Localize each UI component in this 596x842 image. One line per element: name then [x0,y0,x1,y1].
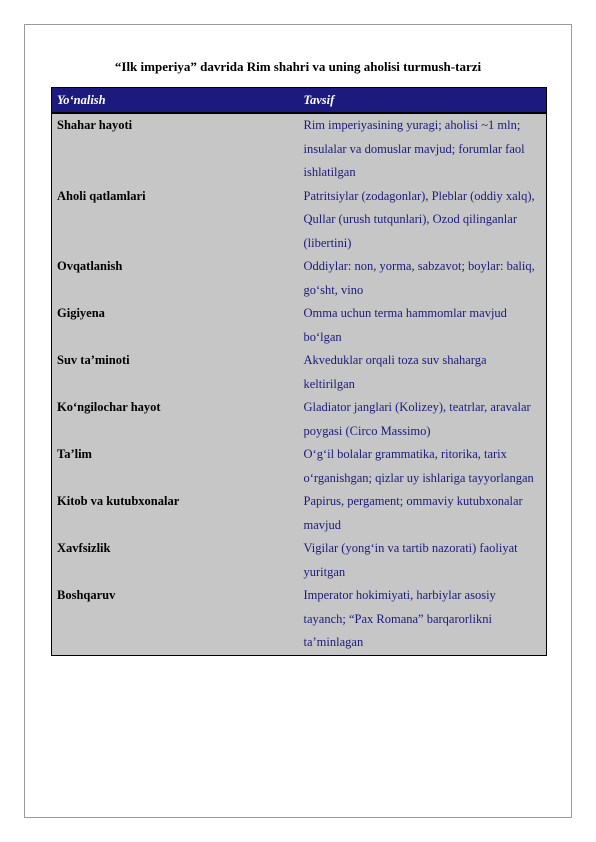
row-key: Xavfsizlik [52,537,299,584]
header-description: Tavsif [299,88,547,114]
row-key: Ta’lim [52,443,299,490]
table-header-row [52,88,547,114]
table-row [52,396,547,443]
info-table [51,87,547,656]
table-row [52,349,547,396]
row-value: Gladiator janglari (Kolizey), teatrlar, aravalar poygasi (Circo Massimo) [299,396,547,443]
document-page [24,24,572,818]
document-title: “Ilk imperiya” davrida Rim shahri va uning aholisi turmush-tarzi [114,59,482,74]
row-key: Kitob va kutubxonalar [52,490,299,537]
table-row [52,443,547,490]
table-row [52,302,547,349]
row-key: Ovqatlanish [52,255,299,302]
row-key: Gigiyena [52,302,299,349]
row-value: Imperator hokimiyati, harbiylar asosiy tayanch; “Pax Romana” barqarorlikni ta’minlagan [299,584,547,655]
row-value: Omma uchun terma hammomlar mavjud bo‘lgan [299,302,547,349]
row-key: Shahar hayoti [52,113,299,185]
row-value: Akveduklar orqali toza suv shaharga keltirilgan [299,349,547,396]
row-value: Vigilar (yong‘in va tartib nazorati) faoliyat yuritgan [299,537,547,584]
row-value: Papirus, pergament; ommaviy kutubxonalar mavjud [299,490,547,537]
header-direction: Yo‘nalish [52,88,299,114]
row-key: Aholi qatlamlari [52,185,299,256]
row-key: Boshqaruv [52,584,299,655]
row-value: Patritsiylar (zodagonlar), Pleblar (oddiy xalq), Qullar (urush tutqunlari), Ozod qilinganlar (libertini) [299,185,547,256]
table-row [52,185,547,256]
row-key: Ko‘ngilochar hayot [52,396,299,443]
table-row [52,584,547,655]
row-value: O‘g‘il bolalar grammatika, ritorika, tarix o‘rganishgan; qizlar uy ishlariga tayyorlangan [299,443,547,490]
table-row [52,255,547,302]
row-key: Suv ta’minoti [52,349,299,396]
table-row [52,113,547,185]
row-value: Oddiylar: non, yorma, sabzavot; boylar: baliq, go‘sht, vino [299,255,547,302]
row-value: Rim imperiyasining yuragi; aholisi ~1 mln; insulalar va domuslar mavjud; forumlar faol ishlatilgan [299,113,547,185]
table-row [52,537,547,584]
table-row [52,490,547,537]
